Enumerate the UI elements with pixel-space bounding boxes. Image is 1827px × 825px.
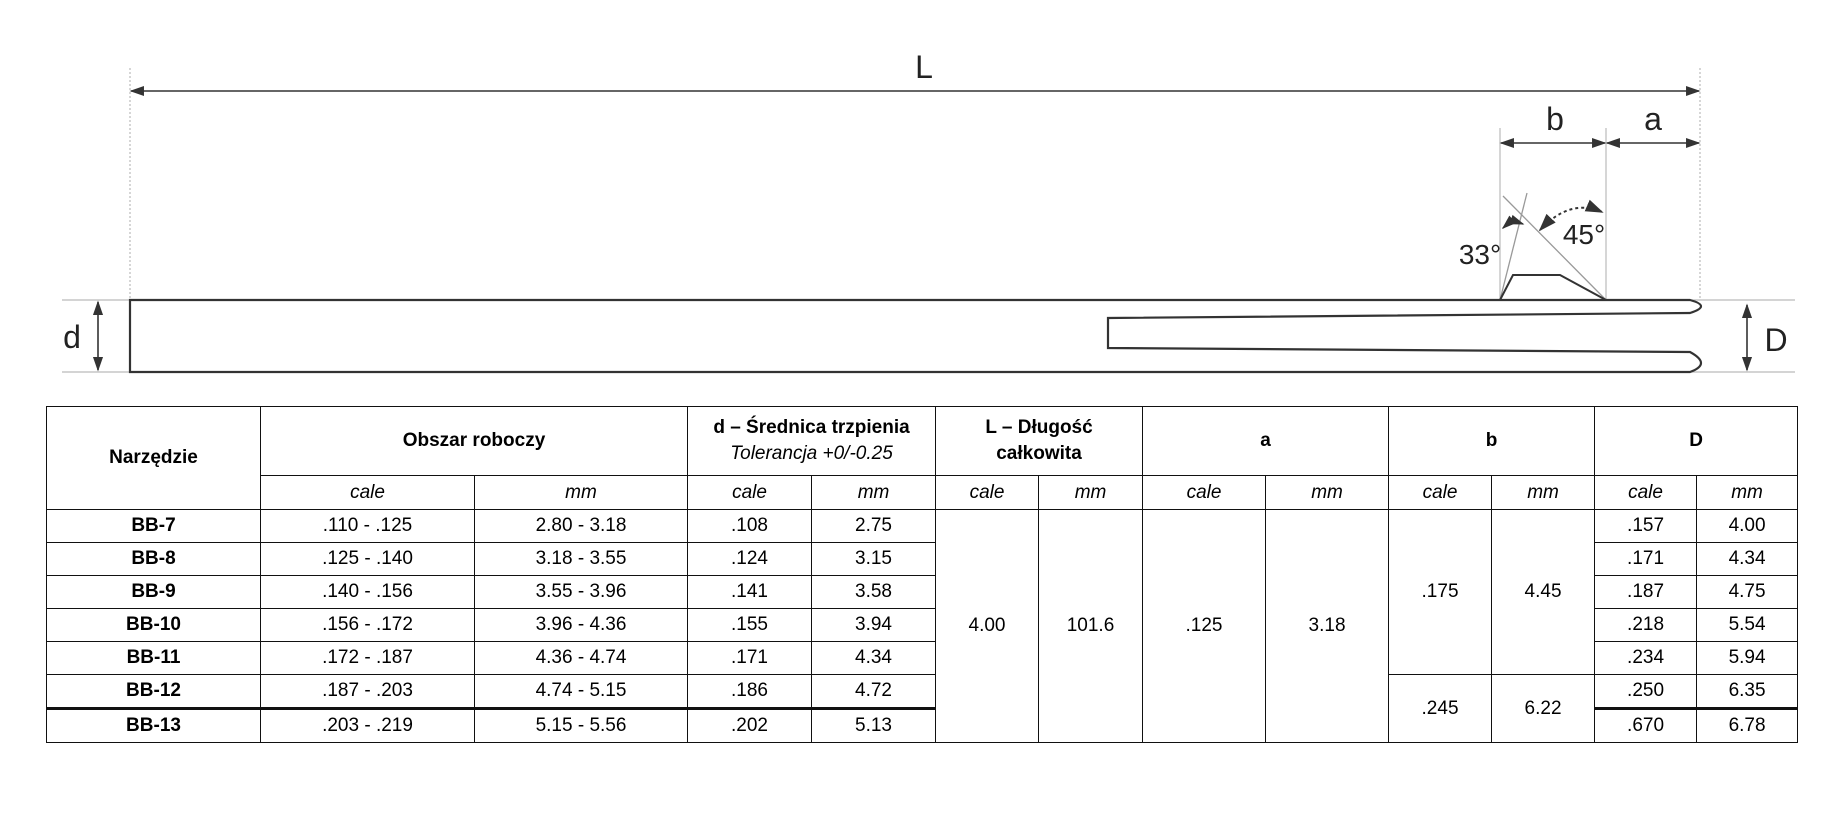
work-range-mm-cell: 3.96 - 4.36 [475, 609, 688, 642]
D-in-cell: .187 [1595, 576, 1697, 609]
b-in-cell-group1: .175 [1389, 510, 1492, 675]
cutting-tooth-profile [1500, 275, 1606, 300]
dimension-a-label: a [1644, 101, 1662, 137]
unit-cell: cale [1389, 476, 1492, 510]
angle-45-label: 45° [1562, 219, 1606, 250]
D-mm-cell: 6.35 [1697, 675, 1798, 709]
D-in-cell: .250 [1595, 675, 1697, 709]
work-range-mm-cell: 4.74 - 5.15 [475, 675, 688, 709]
shank-d-mm-cell: 2.75 [812, 510, 936, 543]
unit-cell: cale [261, 476, 475, 510]
b-mm-cell-group2: 6.22 [1492, 675, 1595, 743]
header-length-line1: L – Długość [985, 417, 1093, 438]
tool-specs-table [46, 406, 1798, 743]
unit-cell: mm [1697, 476, 1798, 510]
D-in-cell: .234 [1595, 642, 1697, 675]
unit-cell: cale [688, 476, 812, 510]
work-range-in-cell: .187 - .203 [261, 675, 475, 709]
D-in-cell: .670 [1595, 709, 1697, 743]
work-range-mm-cell: 5.15 - 5.56 [475, 709, 688, 743]
work-range-mm-cell: 3.55 - 3.96 [475, 576, 688, 609]
work-range-in-cell: .125 - .140 [261, 543, 475, 576]
tool-name-cell: BB-7 [47, 510, 261, 543]
header-D: D [1595, 407, 1798, 476]
work-range-mm-cell: 3.18 - 3.55 [475, 543, 688, 576]
header-tool: Narzędzie [47, 407, 261, 510]
dimension-D-label: D [1764, 322, 1788, 358]
shank-d-in-cell: .155 [688, 609, 812, 642]
shank-d-in-cell: .171 [688, 642, 812, 675]
unit-cell: mm [812, 476, 936, 510]
tool-body-outline [130, 300, 1701, 372]
shank-d-in-cell: .141 [688, 576, 812, 609]
length-mm-cell: 101.6 [1039, 510, 1143, 743]
dimension-L-label: L [915, 49, 933, 85]
header-length [936, 407, 1143, 476]
unit-cell: mm [475, 476, 688, 510]
unit-cell: cale [1143, 476, 1266, 510]
shank-d-mm-cell: 5.13 [812, 709, 936, 743]
shank-d-in-cell: .124 [688, 543, 812, 576]
header-work-area: Obszar roboczy [261, 407, 688, 476]
a-in-cell: .125 [1143, 510, 1266, 743]
table-row [47, 675, 1798, 709]
header-shank-tolerance: Tolerancja +0/-0.25 [730, 443, 893, 464]
tool-name-cell: BB-8 [47, 543, 261, 576]
tool-name-cell: BB-10 [47, 609, 261, 642]
work-range-in-cell: .172 - .187 [261, 642, 475, 675]
D-mm-cell: 5.54 [1697, 609, 1798, 642]
tool-name-cell: BB-12 [47, 675, 261, 709]
angle-33-label: 33° [1458, 239, 1502, 270]
header-shank-diameter [688, 407, 936, 476]
b-in-cell-group2: .245 [1389, 675, 1492, 743]
shank-d-mm-cell: 4.72 [812, 675, 936, 709]
work-range-in-cell: .110 - .125 [261, 510, 475, 543]
tool-diagram [0, 0, 1827, 390]
D-mm-cell: 4.00 [1697, 510, 1798, 543]
tool-name-cell: BB-11 [47, 642, 261, 675]
table-header-row [47, 407, 1798, 476]
unit-cell: mm [1492, 476, 1595, 510]
a-mm-cell: 3.18 [1266, 510, 1389, 743]
length-in-cell: 4.00 [936, 510, 1039, 743]
b-mm-cell-group1: 4.45 [1492, 510, 1595, 675]
unit-cell: cale [936, 476, 1039, 510]
D-mm-cell: 4.34 [1697, 543, 1798, 576]
work-range-mm-cell: 2.80 - 3.18 [475, 510, 688, 543]
work-range-in-cell: .140 - .156 [261, 576, 475, 609]
header-a: a [1143, 407, 1389, 476]
unit-cell: mm [1039, 476, 1143, 510]
shank-d-mm-cell: 3.15 [812, 543, 936, 576]
shank-d-mm-cell: 3.58 [812, 576, 936, 609]
angle-arc-33 [1503, 223, 1523, 228]
D-mm-cell: 4.75 [1697, 576, 1798, 609]
tool-name-cell: BB-9 [47, 576, 261, 609]
dimension-d-label: d [63, 319, 81, 355]
D-in-cell: .157 [1595, 510, 1697, 543]
shank-d-in-cell: .186 [688, 675, 812, 709]
unit-cell: cale [1595, 476, 1697, 510]
header-shank-diameter-title: d – Średnica trzpienia [713, 417, 910, 438]
D-in-cell: .218 [1595, 609, 1697, 642]
header-b: b [1389, 407, 1595, 476]
table-row [47, 510, 1798, 543]
header-length-line2: całkowita [996, 443, 1082, 464]
work-range-mm-cell: 4.36 - 4.74 [475, 642, 688, 675]
work-range-in-cell: .156 - .172 [261, 609, 475, 642]
D-mm-cell: 6.78 [1697, 709, 1798, 743]
D-in-cell: .171 [1595, 543, 1697, 576]
dimension-b-label: b [1546, 101, 1564, 137]
shank-d-mm-cell: 3.94 [812, 609, 936, 642]
shank-d-in-cell: .108 [688, 510, 812, 543]
tool-name-cell: BB-13 [47, 709, 261, 743]
shank-d-in-cell: .202 [688, 709, 812, 743]
table-units-row [47, 476, 1798, 510]
D-mm-cell: 5.94 [1697, 642, 1798, 675]
unit-cell: mm [1266, 476, 1389, 510]
angle-line-33 [1500, 193, 1527, 300]
work-range-in-cell: .203 - .219 [261, 709, 475, 743]
shank-d-mm-cell: 4.34 [812, 642, 936, 675]
